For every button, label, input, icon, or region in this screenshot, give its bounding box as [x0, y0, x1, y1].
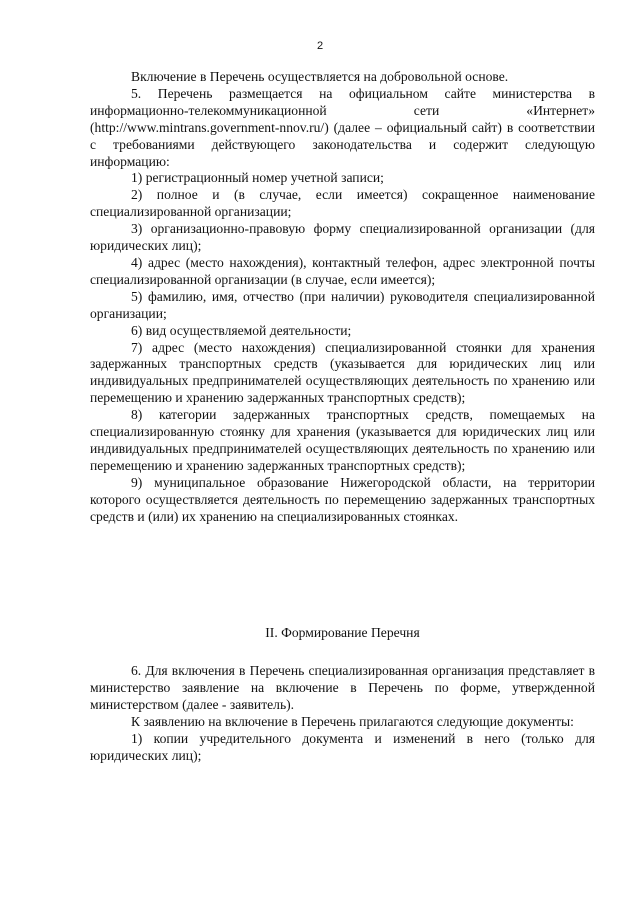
list-item-activity-type: 6) вид осуществляемой деятельности; [131, 322, 352, 338]
list-item-vehicle-categories: 8) категории задержанных транспортных средств, помещаемых на специализированную стоянку для хранения (указывается для юридических лиц или индивидуальных предпринимателей осуществляющих деятельность по хранению или перемещению и хранению задержанных транспортных средств); [90, 407, 595, 473]
list-item-legal-form: 3) организационно-правовую форму специализированной организации (для юридических лиц); [90, 221, 595, 254]
section-1-body [90, 69, 595, 525]
list-item-founding-documents: 1) копии учредительного документа и изменений в него (только для юридических лиц); [90, 730, 595, 763]
list-item-parking-address: 7) адрес (место нахождения) специализированной стоянки для хранения задержанных транспортных средств (указывается для юридических лиц или индивидуальных предпринимателей осуществляющих деятельность по хранению или перемещению и хранению задержанных транспортных средств); [90, 339, 595, 406]
list-item-organization-name: 2) полное и (в случае, если имеется) сокращенное наименование специализированной организации; [90, 187, 595, 220]
paragraph-voluntary-inclusion: Включение в Перечень осуществляется на добровольной основе. [131, 69, 509, 84]
section-2-body [90, 663, 595, 764]
paragraph-item-5: 5. Перечень размещается на официальном сайте министерства в информационно-телекоммуникационной сети «Интернет» (http://www.mintrans.government-nnov.ru/) (далее – официальный сайт) в соответствии с требованиями действующего законодательства и содержит следующую информацию: [90, 85, 595, 169]
list-item-director-name: 5) фамилию, имя, отчество (при наличии) руководителя специализированной организации; [90, 288, 595, 321]
section-2-heading: II. Формирование Перечня [265, 625, 420, 640]
list-item-municipality: 9) муниципальное образование Нижегородской области, на территории которого осуществляется деятельность по перемещению задержанных транспортных средств и (или) их хранению на специализированных стоянках. [90, 474, 595, 524]
page-number: 2 [316, 40, 324, 52]
list-item-address-contacts: 4) адрес (место нахождения), контактный телефон, адрес электронной почты специализированной организации (в случае, если имеется); [90, 254, 595, 287]
paragraph-item-6: 6. Для включения в Перечень специализированная организация представляет в министерство заявление на включение в Перечень по форме, утвержденной министерством (далее - заявитель). [90, 663, 595, 712]
list-item-registration-number: 1) регистрационный номер учетной записи; [131, 170, 384, 186]
paragraph-attached-documents: К заявлению на включение в Перечень прилагаются следующие документы: [131, 713, 574, 729]
